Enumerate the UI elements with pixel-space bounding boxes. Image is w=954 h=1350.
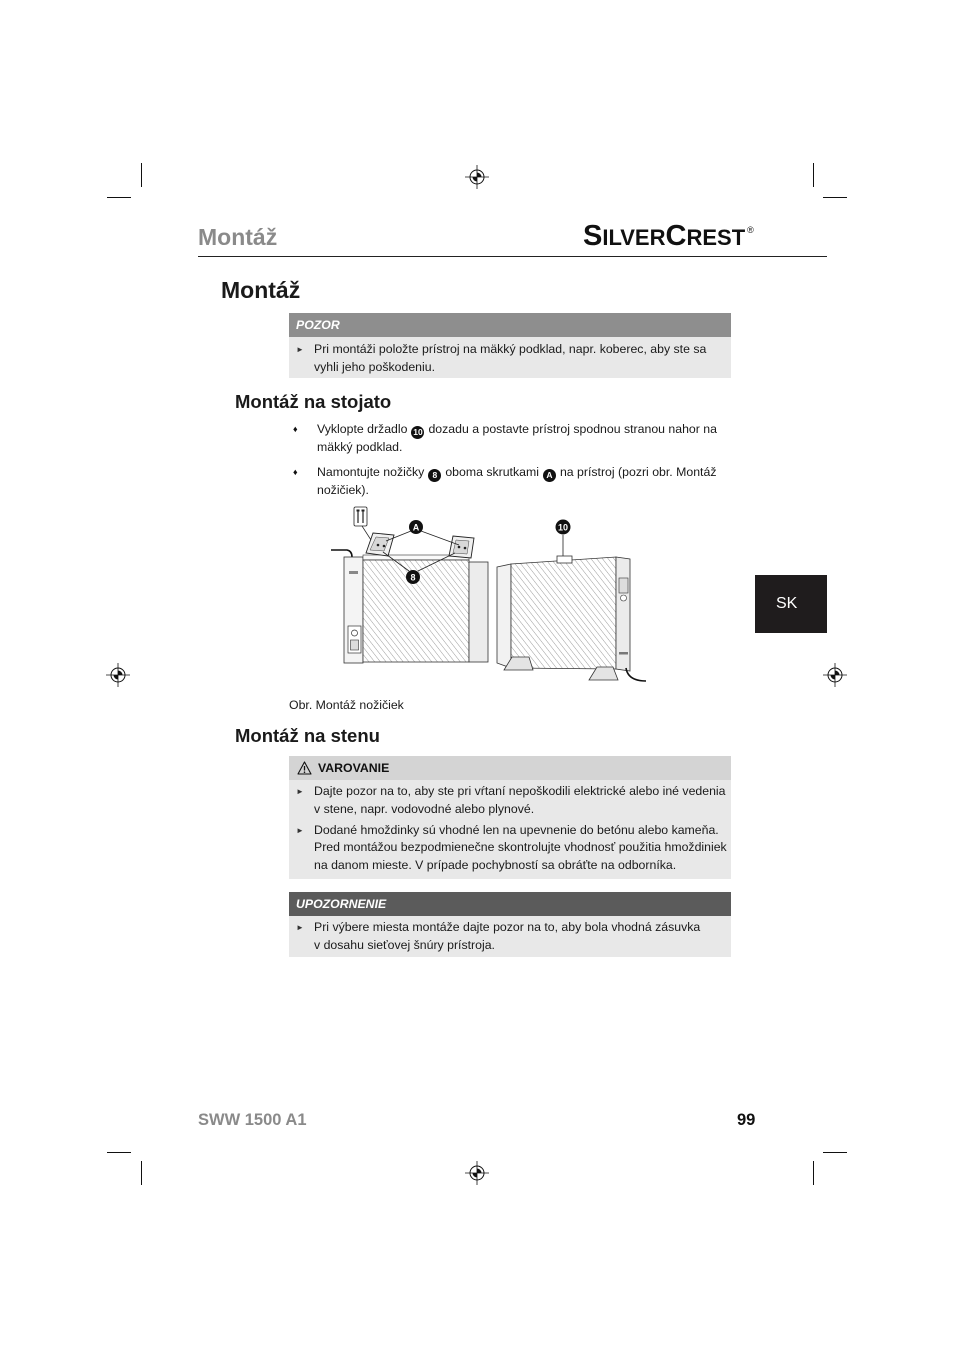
- assembly-step: [293, 420, 717, 456]
- foot-left: [366, 533, 394, 556]
- logo-letter: S: [583, 220, 603, 252]
- caution-body: [289, 337, 731, 378]
- diamond-bullet-icon: ♦: [293, 424, 298, 434]
- warning-box: [289, 756, 731, 879]
- notice-item: [296, 919, 731, 954]
- arrow-bullet-icon: ►: [296, 923, 304, 932]
- figure-label-8: [406, 570, 420, 584]
- caution-item: [296, 341, 731, 376]
- crop-mark: [141, 163, 142, 187]
- feet-assembly-illustration: [326, 503, 656, 689]
- caution-label: POZOR: [289, 313, 731, 337]
- figure-label-text: 8: [410, 572, 416, 583]
- registration-mark-icon: [106, 663, 130, 687]
- figure-label-text: A: [412, 522, 420, 533]
- standing-steps-list: [293, 420, 717, 499]
- note-line: v stene, napr. vodovodné alebo plynové.: [314, 801, 535, 816]
- note-line: v dosahu sieťovej šnúry prístroja.: [314, 937, 495, 952]
- step-text: dozadu a postavte prístroj spodnou stranou nahor na: [428, 422, 717, 436]
- figure-label-10: [556, 520, 571, 535]
- step-text: mäkký podklad.: [317, 440, 403, 454]
- notice-box: [289, 892, 731, 957]
- page-number: 99: [737, 1111, 756, 1129]
- step-text: Vyklopte držadlo: [317, 422, 408, 436]
- figure-label-text: 10: [557, 522, 569, 533]
- warning-body: [289, 780, 731, 879]
- registration-mark-icon: [465, 165, 489, 189]
- section-header-title: Montáž: [198, 224, 278, 250]
- note-line: vyhli jeho poškodeniu.: [314, 359, 435, 374]
- foot-right: [449, 536, 474, 558]
- footer-model-number: SWW 1500 A1: [198, 1111, 307, 1129]
- step-text: oboma skrutkami: [445, 465, 539, 479]
- notice-label: UPOZORNENIE: [289, 892, 731, 916]
- warning-triangle-icon: [297, 761, 312, 775]
- note-line: na danom mieste. V prípade pochybností sa obráťte na odborníka.: [314, 857, 677, 872]
- warning-item: [296, 783, 731, 818]
- brand-logo: [583, 221, 754, 251]
- arrow-bullet-icon: ►: [296, 825, 304, 835]
- crop-mark: [141, 1161, 142, 1185]
- header-rule: [198, 256, 827, 257]
- language-tab: SK: [755, 575, 827, 633]
- note-line: Pri montáži položte prístroj na mäkký podklad, napr. koberec, aby ste sa: [314, 342, 707, 356]
- step-text: Namontujte nožičky: [317, 465, 425, 479]
- page-title: Montáž: [221, 277, 301, 303]
- note-line: Pred montážou bezpodmienečne skontrolujte vhodnosť použitia hmoždiniek: [314, 840, 727, 855]
- assembly-step: [293, 463, 717, 499]
- warning-header: [289, 756, 731, 780]
- registration-mark-icon: [465, 1161, 489, 1185]
- part-ref-badge: 10: [413, 427, 423, 437]
- part-ref-badge: 8: [428, 469, 441, 482]
- figure-caption: Obr. Montáž nožičiek: [289, 698, 404, 712]
- logo-letter: C: [665, 220, 687, 252]
- step-text: na prístroj (pozri obr. Montáž: [559, 465, 717, 479]
- figure-label-a: [409, 520, 423, 534]
- notice-body: [289, 916, 731, 957]
- note-line: Dodané hmoždinky sú vhodné len na upevnenie do betónu alebo kameňa.: [314, 822, 719, 837]
- step-text: nožičiek).: [317, 483, 369, 497]
- diamond-bullet-icon: ♦: [293, 467, 298, 477]
- crop-mark: [813, 163, 814, 187]
- note-line: Dajte pozor na to, aby ste pri vŕtaní nepoškodili elektrické alebo iné vedenia: [314, 784, 726, 798]
- crop-mark: [813, 1161, 814, 1185]
- warning-item: [296, 822, 731, 875]
- registration-mark-icon: [823, 663, 847, 687]
- note-line: Pri výbere miesta montáže dajte pozor na to, aby bola vhodná zásuvka: [314, 920, 701, 934]
- crop-mark: [107, 1152, 131, 1153]
- warning-label: VAROVANIE: [318, 761, 390, 775]
- logo-letters: ILVER: [602, 225, 666, 250]
- crop-mark: [107, 197, 131, 198]
- heater-upside-down: [331, 550, 488, 663]
- section-heading-standing: Montáž na stojato: [235, 391, 392, 412]
- registered-mark: ®: [747, 225, 754, 235]
- screws-icon: [354, 507, 371, 540]
- crop-mark: [823, 197, 847, 198]
- part-ref-badge: A: [543, 469, 556, 482]
- section-heading-wall: Montáž na stenu: [235, 725, 380, 746]
- arrow-bullet-icon: ►: [296, 787, 304, 796]
- crop-mark: [823, 1152, 847, 1153]
- handle: [557, 556, 572, 563]
- logo-letters: REST: [686, 225, 746, 250]
- caution-box: [289, 313, 731, 378]
- heater-standing: [497, 556, 646, 681]
- arrow-bullet-icon: ►: [296, 345, 304, 354]
